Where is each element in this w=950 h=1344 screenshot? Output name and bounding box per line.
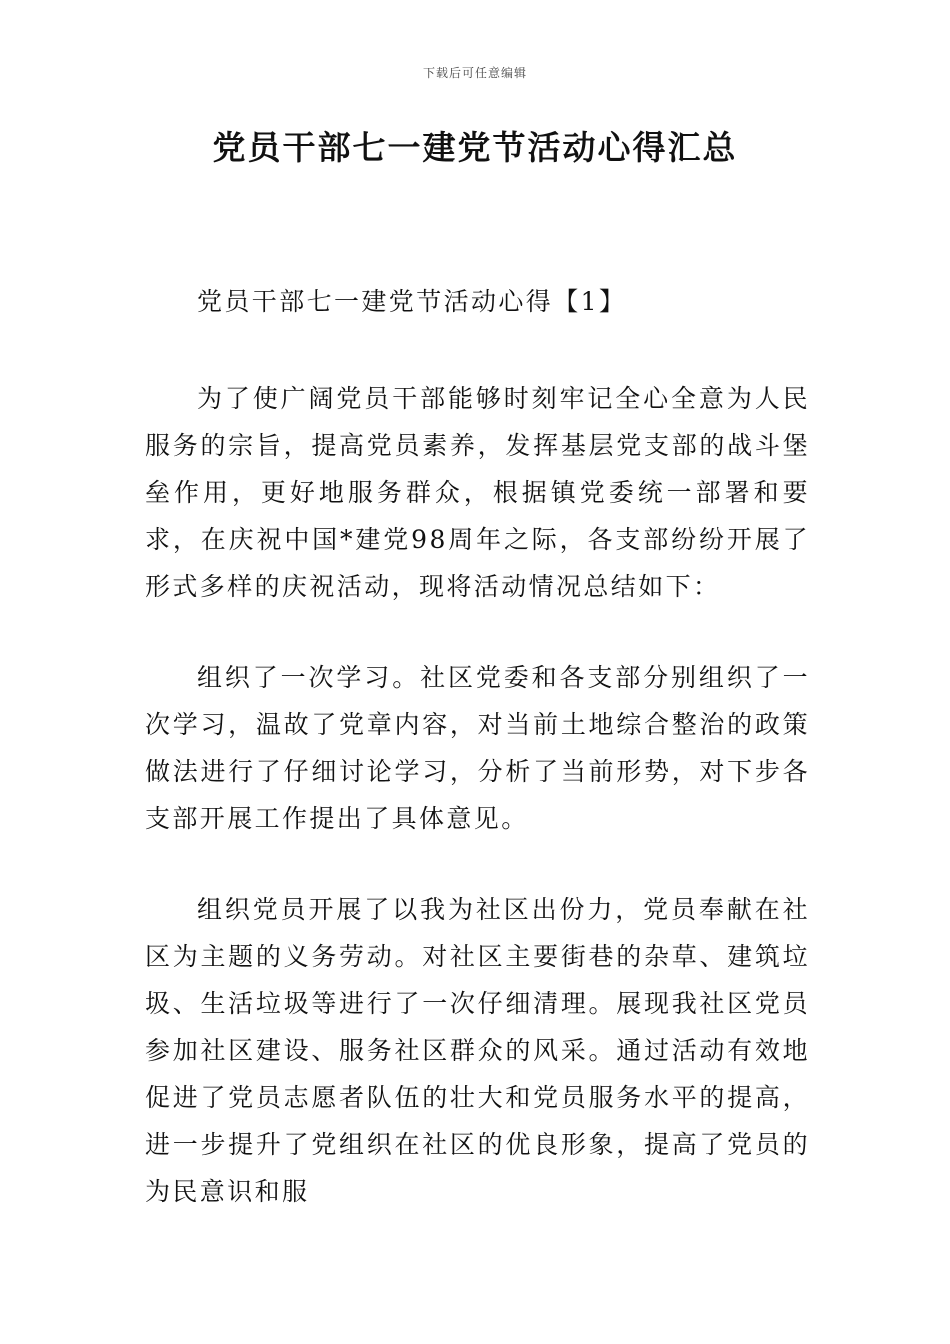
paragraph: 组织党员开展了以我为社区出份力，党员奉献在社区为主题的义务劳动。对社区主要街巷的杂草、建筑垃圾、生活垃圾等进行了一次仔细清理。展现我社区党员参加社区建设、服务社区群众的风采。通过活动有效地促进了党员志愿者队伍的壮大和党员服务水平的提高，进一步提升了党组织在社区的优良形象，提高了党员的为民意识和服 [145, 895, 810, 1206]
header-note: 下载后可任意编辑 [422, 66, 527, 80]
document-body [145, 278, 810, 1215]
paragraph: 为了使广阔党员干部能够时刻牢记全心全意为人民服务的宗旨，提高党员素养，发挥基层党支部的战斗堡垒作用，更好地服务群众，根据镇党委统一部署和要求，在庆祝中国*建党98周年之际，各支部纷纷开展了形式多样的庆祝活动，现将活动情况总结如下： [145, 384, 810, 601]
document-title: 党员干部七一建党节活动心得汇总 [212, 128, 738, 167]
section-heading: 党员干部七一建党节活动心得【1】 [197, 287, 627, 316]
paragraph: 组织了一次学习。社区党委和各支部分别组织了一次学习，温故了党章内容，对当前土地综合整治的政策做法进行了仔细讨论学习，分析了当前形势，对下步各支部开展工作提出了具体意见。 [145, 663, 810, 833]
